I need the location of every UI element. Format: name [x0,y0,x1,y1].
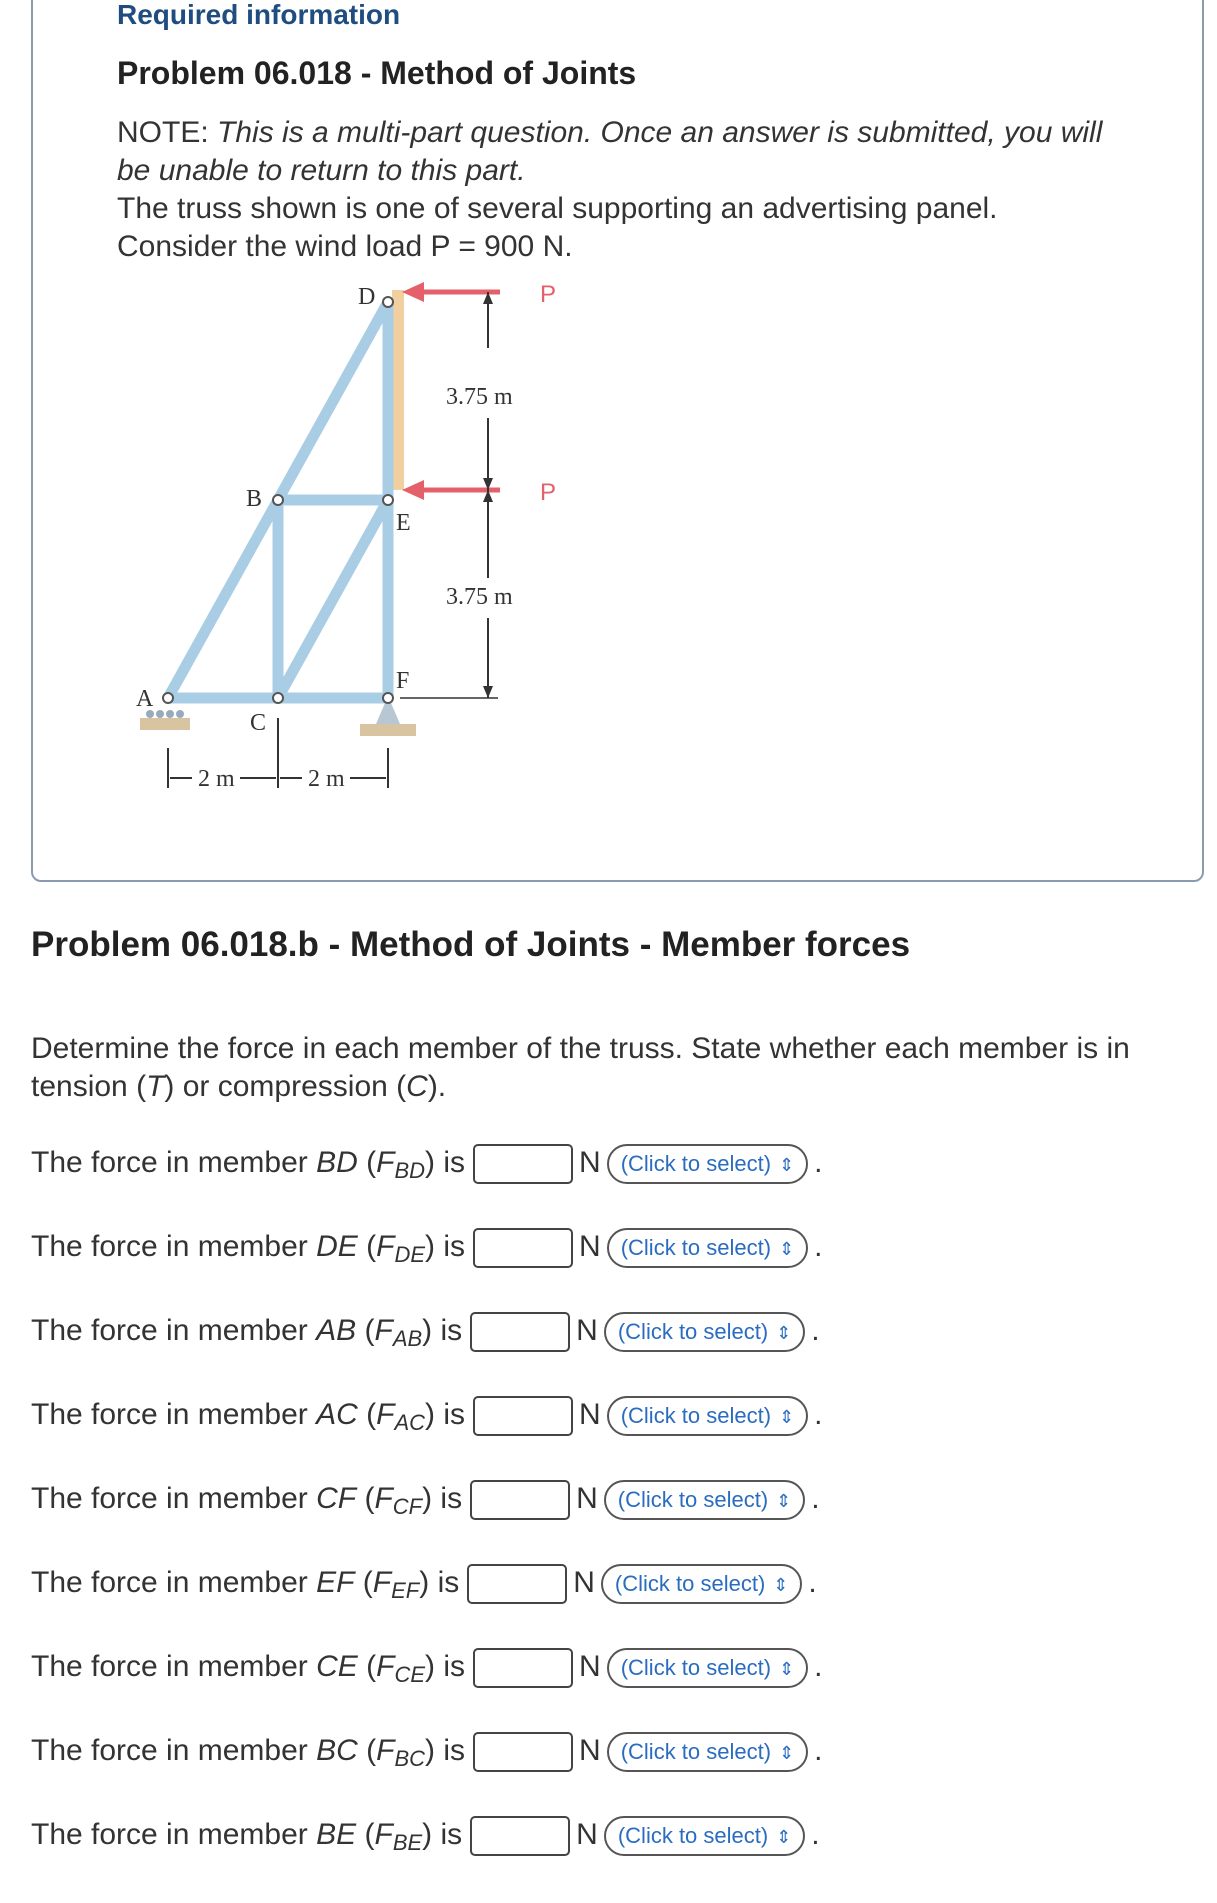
period: . [811,1818,820,1851]
is-text: ) is [425,1650,466,1683]
member-force-row [31,1224,823,1270]
subproblem-title: Problem 06.018.b - Method of Joints - Member forces [31,925,911,964]
is-text: ) is [422,1314,463,1347]
open-paren: ( [364,1482,375,1515]
label-e: E [396,510,411,536]
is-text: ) is [425,1230,466,1263]
unit-label: N [579,1398,601,1431]
force-subscript: CF [392,1494,423,1519]
updown-chevron-icon: ⇕ [779,1239,795,1260]
period: . [811,1482,820,1515]
is-text: ) is [425,1398,466,1431]
desc-before: Determine the force in each member of the truss. State whether each member is in tension ( [31,1032,1130,1103]
force-subscript: CE [394,1662,426,1687]
select-label: (Click to select) [617,1487,769,1513]
updown-chevron-icon: ⇕ [779,1155,795,1176]
open-paren: ( [366,1650,377,1683]
dim-lower-arrow-bot [483,686,493,698]
tension-compression-select[interactable] [604,1816,805,1856]
force-answer-input[interactable] [473,1732,573,1772]
period: . [814,1230,823,1263]
label-c: C [250,710,267,736]
member-force-row [31,1476,820,1522]
roller-a-2 [156,710,164,718]
force-answer-input[interactable] [470,1480,570,1520]
tension-compression-select[interactable] [607,1144,808,1184]
note-line2: Consider the wind load P = 900 N. [117,230,573,263]
dim-right-text: 2 m [308,766,345,792]
force-prefix: The force in member [31,1230,317,1263]
select-label: (Click to select) [614,1571,766,1597]
unit-label: N [579,1650,601,1683]
member-force-row [31,1644,823,1690]
force-prefix: The force in member [31,1398,317,1431]
desc-mid: ) or compression ( [164,1070,407,1103]
joint-f [383,693,393,703]
open-paren: ( [362,1566,373,1599]
desc-compression-symbol: C [406,1070,428,1103]
label-f: F [396,668,410,694]
problem-note [117,114,1117,266]
note-italic: This is a multi-part question. Once an answer is submitted, you will be unable to return to this part. [117,116,1103,187]
force-subscript: AB [392,1326,423,1351]
open-paren: ( [366,1230,377,1263]
joint-a [163,693,173,703]
force-symbol: F [374,1482,393,1515]
tension-compression-select[interactable] [604,1480,805,1520]
tension-compression-select[interactable] [607,1396,808,1436]
period: . [814,1734,823,1767]
member-force-row [31,1812,820,1858]
joint-b [273,495,283,505]
desc-after: ). [427,1070,447,1103]
unit-label: N [573,1566,595,1599]
updown-chevron-icon: ⇕ [779,1743,795,1764]
member-name: BE [316,1818,357,1851]
joint-d [383,297,393,307]
joint-e [383,495,393,505]
open-paren: ( [366,1398,377,1431]
roller-a-4 [176,710,184,718]
note-prefix: NOTE: [117,116,218,149]
is-text: ) is [422,1482,463,1515]
support-f-base [360,724,416,736]
select-label: (Click to select) [620,1655,772,1681]
subproblem-description [31,1030,1201,1106]
force-symbol: F [374,1818,393,1851]
member-force-row [31,1140,823,1186]
member-force-row [31,1392,823,1438]
unit-label: N [576,1314,598,1347]
force-answer-input[interactable] [470,1312,570,1352]
desc-tension-symbol: T [146,1070,165,1103]
open-paren: ( [366,1734,377,1767]
member-force-row [31,1728,823,1774]
member-name: AB [316,1314,357,1347]
dim-left-text: 2 m [198,766,235,792]
force-subscript: BE [392,1830,423,1855]
force-answer-input[interactable] [473,1144,573,1184]
member-name: DE [316,1230,358,1263]
unit-label: N [579,1734,601,1767]
member-ce [278,500,388,698]
force-answer-input[interactable] [467,1564,567,1604]
select-label: (Click to select) [617,1319,769,1345]
is-text: ) is [422,1818,463,1851]
force-symbol: F [376,1734,395,1767]
force-symbol: F [376,1146,395,1179]
force-subscript: AC [394,1410,426,1435]
updown-chevron-icon: ⇕ [773,1575,789,1596]
force-answer-input[interactable] [473,1648,573,1688]
select-label: (Click to select) [617,1823,769,1849]
load-p-mid-head [402,480,424,500]
label-p-top: P [540,281,557,308]
is-text: ) is [425,1734,466,1767]
tension-compression-select[interactable] [604,1312,805,1352]
truss-figure [130,278,630,818]
member-name: BC [316,1734,358,1767]
problem-title: Problem 06.018 - Method of Joints [117,55,637,91]
period: . [814,1146,823,1179]
member-bd [278,302,388,500]
label-a: A [136,686,154,712]
unit-label: N [579,1146,601,1179]
required-information-heading: Required information [117,0,401,30]
tension-compression-select[interactable] [601,1564,802,1604]
open-paren: ( [364,1818,375,1851]
note-line1: The truss shown is one of several supporting an advertising panel. [117,192,998,225]
is-text: ) is [425,1146,466,1179]
force-symbol: F [376,1398,395,1431]
updown-chevron-icon: ⇕ [779,1407,795,1428]
force-subscript: EF [391,1578,420,1603]
open-paren: ( [364,1314,375,1347]
member-name: CE [316,1650,358,1683]
period: . [808,1566,817,1599]
select-label: (Click to select) [620,1739,772,1765]
member-force-row [31,1308,820,1354]
force-subscript: DE [394,1242,426,1267]
force-symbol: F [372,1566,392,1599]
select-label: (Click to select) [620,1235,772,1261]
force-answer-input[interactable] [470,1816,570,1856]
dim-lower-text: 3.75 m [446,584,513,610]
force-prefix: The force in member [31,1818,317,1851]
unit-label: N [576,1482,598,1515]
is-text: ) is [419,1566,460,1599]
tension-compression-select[interactable] [607,1228,808,1268]
force-answer-input[interactable] [473,1396,573,1436]
updown-chevron-icon: ⇕ [779,1659,795,1680]
member-force-row [31,1560,817,1606]
force-prefix: The force in member [31,1314,317,1347]
force-prefix: The force in member [31,1734,317,1767]
label-d: D [358,284,376,310]
member-name: BD [316,1146,358,1179]
updown-chevron-icon: ⇕ [776,1491,792,1512]
period: . [811,1314,820,1347]
member-name: EF [316,1566,355,1599]
period: . [814,1398,823,1431]
select-label: (Click to select) [620,1151,772,1177]
advertising-panel [392,290,404,490]
load-p-top-head [402,282,424,302]
force-symbol: F [374,1314,393,1347]
force-symbol: F [376,1230,395,1263]
force-prefix: The force in member [31,1566,317,1599]
tension-compression-select[interactable] [607,1732,808,1772]
unit-label: N [579,1230,601,1263]
member-ab [168,500,278,698]
label-p-mid: P [540,479,557,506]
member-name: AC [316,1398,358,1431]
select-label: (Click to select) [620,1403,772,1429]
force-answer-input[interactable] [473,1228,573,1268]
label-b: B [246,486,263,512]
period: . [814,1650,823,1683]
member-name: CF [316,1482,357,1515]
open-paren: ( [366,1146,377,1179]
force-prefix: The force in member [31,1650,317,1683]
updown-chevron-icon: ⇕ [776,1827,792,1848]
joint-c [273,693,283,703]
roller-a-3 [166,710,174,718]
force-symbol: F [376,1650,395,1683]
force-prefix: The force in member [31,1482,317,1515]
dim-upper-text: 3.75 m [446,384,513,410]
force-subscript: BC [394,1746,426,1771]
updown-chevron-icon: ⇕ [776,1323,792,1344]
tension-compression-select[interactable] [607,1648,808,1688]
force-subscript: BD [394,1158,426,1183]
force-prefix: The force in member [31,1146,317,1179]
unit-label: N [576,1818,598,1851]
support-a-base [140,718,190,730]
